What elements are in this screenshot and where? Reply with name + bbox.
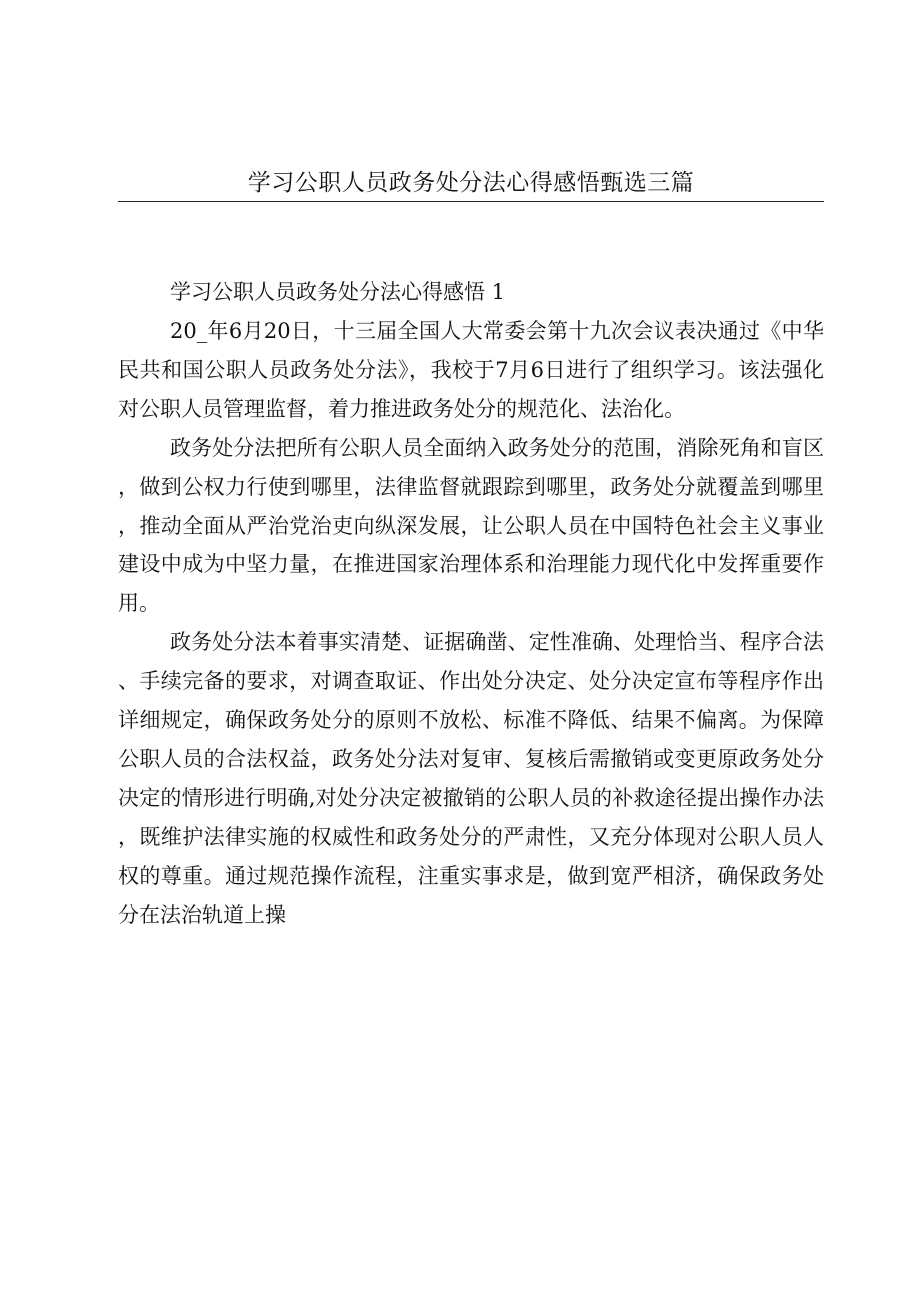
body-paragraph: 政务处分法把所有公职人员全面纳入政务处分的范围，消除死角和盲区，做到公权力行使到哪里，法律监督就跟踪到哪里，政务处分就覆盖到哪里，推动全面从严治党治吏向纵深发展，让公职人员在中国特色社会主义事业建设中成为中坚力量，在推进国家治理体系和治理能力现代化中发挥重要作用。 [118, 435, 824, 616]
document-body [118, 272, 824, 935]
title-underline [118, 201, 824, 202]
body-paragraph: 政务处分法本着事实清楚、证据确凿、定性准确、处理恰当、程序合法、手续完备的要求，对调查取证、作出处分决定、处分决定宣布等程序作出详细规定，确保政务处分的原则不放松、标准不降低、结果不偏离。为保障公职人员的合法权益，政务处分法对复审、复核后需撤销或变更原政务处分决定的情形进行明确,对处分决定被撤销的公职人员的补救途径提出操作办法，既维护法律实施的权威性和政务处分的严肃性，又充分体现对公职人员人权的尊重。通过规范操作流程，注重实事求是，做到宽严相济，确保政务处分在法治轨道上操 [118, 630, 824, 927]
body-paragraph: 20_年6月20日，十三届全国人大常委会第十九次会议表决通过《中华民共和国公职人员政务处分法》，我校于7月6日进行了组织学习。该法强化对公职人员管理监督，着力推进政务处分的规范化、法治化。 [118, 319, 824, 421]
section-heading: 学习公职人员政务处分法心得感悟 1 [170, 280, 506, 304]
document-title: 学习公职人员政务处分法心得感悟甄选三篇 [247, 170, 695, 196]
